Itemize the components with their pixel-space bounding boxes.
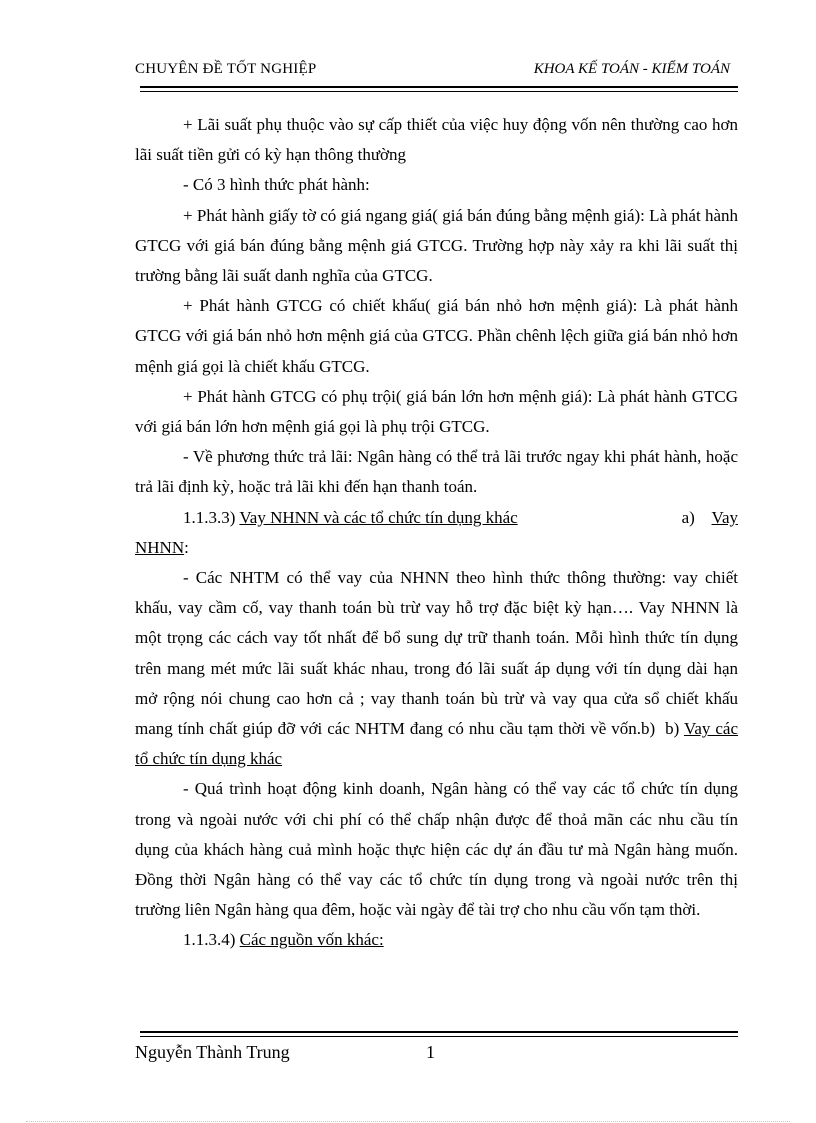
subsection-a-title-part2: NHNN [135, 537, 185, 557]
section-heading-other-sources [135, 925, 738, 955]
page-number: 1 [426, 1042, 435, 1062]
footer-rule-top [140, 1031, 738, 1033]
header-rule-bottom [140, 91, 738, 92]
section-title: Vay NHNN và các tổ chức tín dụng khác [239, 507, 518, 527]
subsection-a-heading [682, 503, 738, 533]
paragraph-par-issue: + Phát hành giấy tờ có giá ngang giá( giá bán đúng bằng mệnh giá): Là phát hành GTCG với giá bán đúng bằng mệnh giá GTCG. Trường hợp này xảy ra khi lãi suất thị trường bằng lãi suất danh nghĩa của GTCG. [135, 205, 738, 286]
subsection-a-colon: : [184, 537, 189, 557]
paragraph-discount-issue: + Phát hành GTCG có chiết khấu( giá bán nhỏ hơn mệnh giá): Là phát hành GTCG với giá bán nhỏ hơn mệnh giá của GTCG. Phần chênh lệch giữa giá bán nhỏ hơn mệnh giá gọi là chiết khấu GTCG. [135, 296, 738, 376]
header-right: KHOA KẾ TOÁN - KIỂM TOÁN [533, 61, 730, 77]
document-body [135, 110, 738, 956]
footer-rule-bottom [140, 1036, 738, 1037]
subsection-a-continuation [135, 533, 738, 563]
subsection-a-label: a) [681, 507, 695, 527]
header-rule-top [140, 86, 738, 88]
paragraph-nhnn-loans-text: - Các NHTM có thể vay của NHNN theo hình thức thông thường: vay chiết khấu, vay cầm cố, vay thanh toán bù trừ vay hỗ trợ đặc biệt kỳ hạn…. Vay NHNN là một trọng các cách vay tốt nhất để bổ sung dự trữ thanh toán. Mỗi hình thức tín dụng trên mang mét mức lãi suất khác nhau, trong đó lãi suất áp dụng với tín dụng dài hạn mở rộng nói chung cao hơn cả ; vay thanh toán bù trừ và vay qua cửa sổ chiết khấu mang tính chất giúp đỡ với các NHTM đang có nhu cầu tạm thời về vốn.b) [135, 568, 738, 739]
paragraph-interest-rate: + Lãi suất phụ thuộc vào sự cấp thiết của việc huy động vốn nên thường cao hơn lãi suất tiền gửi có kỳ hạn thông thường [135, 115, 738, 165]
paragraph-issue-forms: - Có 3 hình thức phát hành: [183, 175, 370, 195]
paragraph-credit-institutions: - Quá trình hoạt động kinh doanh, Ngân hàng có thể vay các tổ chức tín dụng trong và ngoài nước với chi phí có thể chấp nhận được để thoả mãn các nhu cầu tín dụng của khách hàng cuả mình hoặc thực hiện các dự án đầu tư mà Ngân hàng muốn. Đồng thời Ngân hàng có thể vay các tổ chức tín dụng trong và ngoài nước trên thị trường liên Ngân hàng qua đêm, hoặc vài ngày để tài trợ cho nhu cầu vốn tạm thời. [135, 779, 738, 920]
section-heading-borrowing [135, 503, 738, 533]
footer-author: Nguyễn Thành Trung [135, 1042, 290, 1062]
paragraph-nhnn-loans [135, 563, 738, 774]
subsection-b-title: Vay các tổ chức tín dụng khác [135, 719, 739, 769]
section-number: 1.1.3.3) [183, 507, 236, 527]
section-2-number: 1.1.3.4) [183, 930, 236, 950]
page-edge-dotted-line [26, 1121, 790, 1122]
paragraph-interest-payment: - Về phương thức trả lãi: Ngân hàng có thể trả lãi trước ngay khi phát hành, hoặc trả lãi định kỳ, hoặc trả lãi khi đến hạn thanh toán. [135, 447, 738, 497]
paragraph-premium-issue: + Phát hành GTCG có phụ trội( giá bán lớn hơn mệnh giá): Là phát hành GTCG với giá bán lớn hơn mệnh giá gọi là phụ trội GTCG. [135, 386, 738, 437]
section-heading-left [183, 503, 518, 533]
subsection-b-label: b) [665, 719, 680, 739]
section-2-title: Các nguồn vốn khác: [239, 930, 384, 950]
header-left: CHUYÊN ĐỀ TỐT NGHIỆP [135, 61, 317, 77]
subsection-a-title-part1: Vay [711, 507, 738, 527]
